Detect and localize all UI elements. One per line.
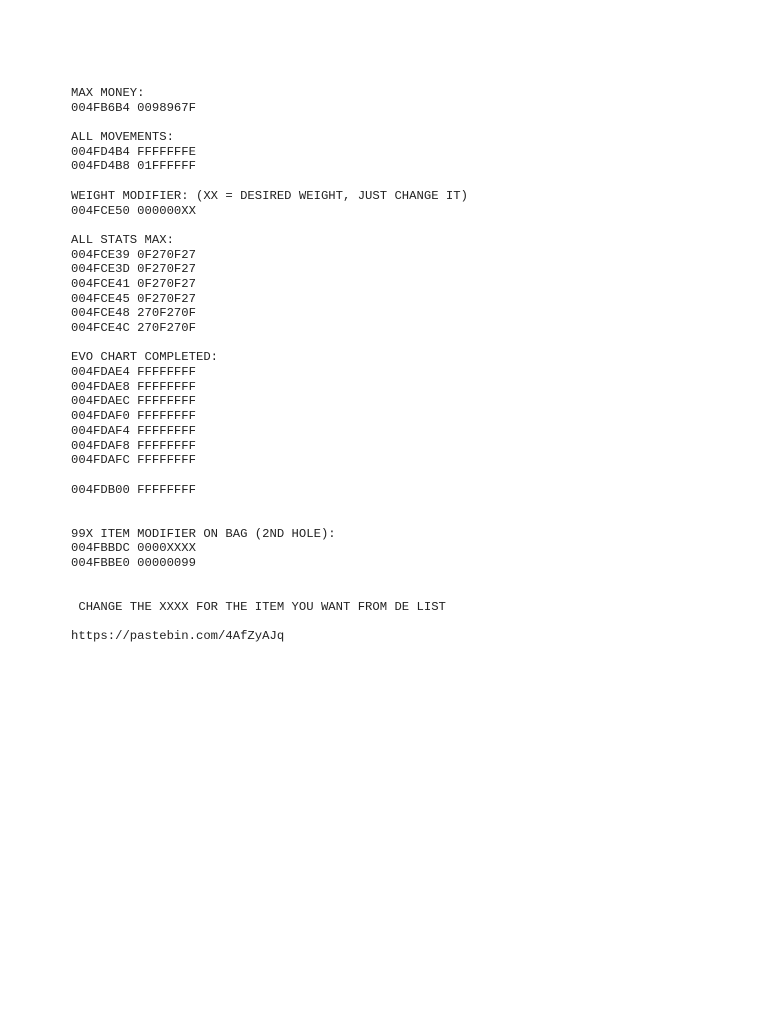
text-line: 004FDAE8 FFFFFFFF bbox=[71, 379, 196, 394]
text-line: 004FCE41 0F270F27 bbox=[71, 276, 196, 291]
text-line: ALL MOVEMENTS: bbox=[71, 130, 174, 145]
text-line: 004FDAE4 FFFFFFFF bbox=[71, 365, 196, 380]
blank-line bbox=[71, 336, 751, 351]
document-body bbox=[71, 86, 751, 644]
text-line: 99X ITEM MODIFIER ON BAG (2ND HOLE): bbox=[71, 526, 336, 541]
blank-line bbox=[71, 615, 751, 630]
pastebin-url: https://pastebin.com/4AfZyAJq bbox=[71, 629, 285, 644]
text-line: 004FB6B4 0098967F bbox=[71, 100, 196, 115]
text-line: 004FDAFC FFFFFFFF bbox=[71, 453, 196, 468]
text-line: 004FD4B8 01FFFFFF bbox=[71, 159, 196, 174]
text-line: 004FCE39 0F270F27 bbox=[71, 247, 196, 262]
blank-line bbox=[71, 218, 751, 233]
text-line: EVO CHART COMPLETED: bbox=[71, 350, 219, 365]
text-line: WEIGHT MODIFIER: (XX = DESIRED WEIGHT, JUST CHANGE IT) bbox=[71, 188, 468, 203]
text-line: MAX MONEY: bbox=[71, 86, 145, 100]
blank-line bbox=[71, 115, 751, 130]
blank-line bbox=[71, 497, 751, 512]
blank-line bbox=[71, 585, 751, 600]
blank-line bbox=[71, 468, 751, 483]
text-line: 004FCE3D 0F270F27 bbox=[71, 262, 196, 277]
text-line: 004FCE45 0F270F27 bbox=[71, 291, 196, 306]
blank-line bbox=[71, 512, 751, 527]
text-line: CHANGE THE XXXX FOR THE ITEM YOU WANT FROM DE LIST bbox=[71, 600, 446, 615]
blank-line bbox=[71, 174, 751, 189]
text-line: 004FD4B4 FFFFFFFE bbox=[71, 144, 196, 159]
text-line: 004FBBE0 00000099 bbox=[71, 556, 196, 570]
text-line: 004FDAEC FFFFFFFF bbox=[71, 394, 196, 409]
text-line: 004FDAF8 FFFFFFFF bbox=[71, 438, 196, 453]
text-line: 004FCE4C 270F270F bbox=[71, 321, 196, 335]
text-line: ALL STATS MAX: bbox=[71, 232, 174, 247]
text-line: 004FCE50 000000XX bbox=[71, 203, 196, 218]
text-line: 004FBBDC 0000XXXX bbox=[71, 541, 196, 556]
text-line: 004FDB00 FFFFFFFF bbox=[71, 482, 196, 497]
blank-line bbox=[71, 571, 751, 586]
text-line: 004FDAF0 FFFFFFFF bbox=[71, 409, 196, 424]
text-line: 004FDAF4 FFFFFFFF bbox=[71, 423, 196, 438]
text-line: 004FCE48 270F270F bbox=[71, 306, 196, 321]
